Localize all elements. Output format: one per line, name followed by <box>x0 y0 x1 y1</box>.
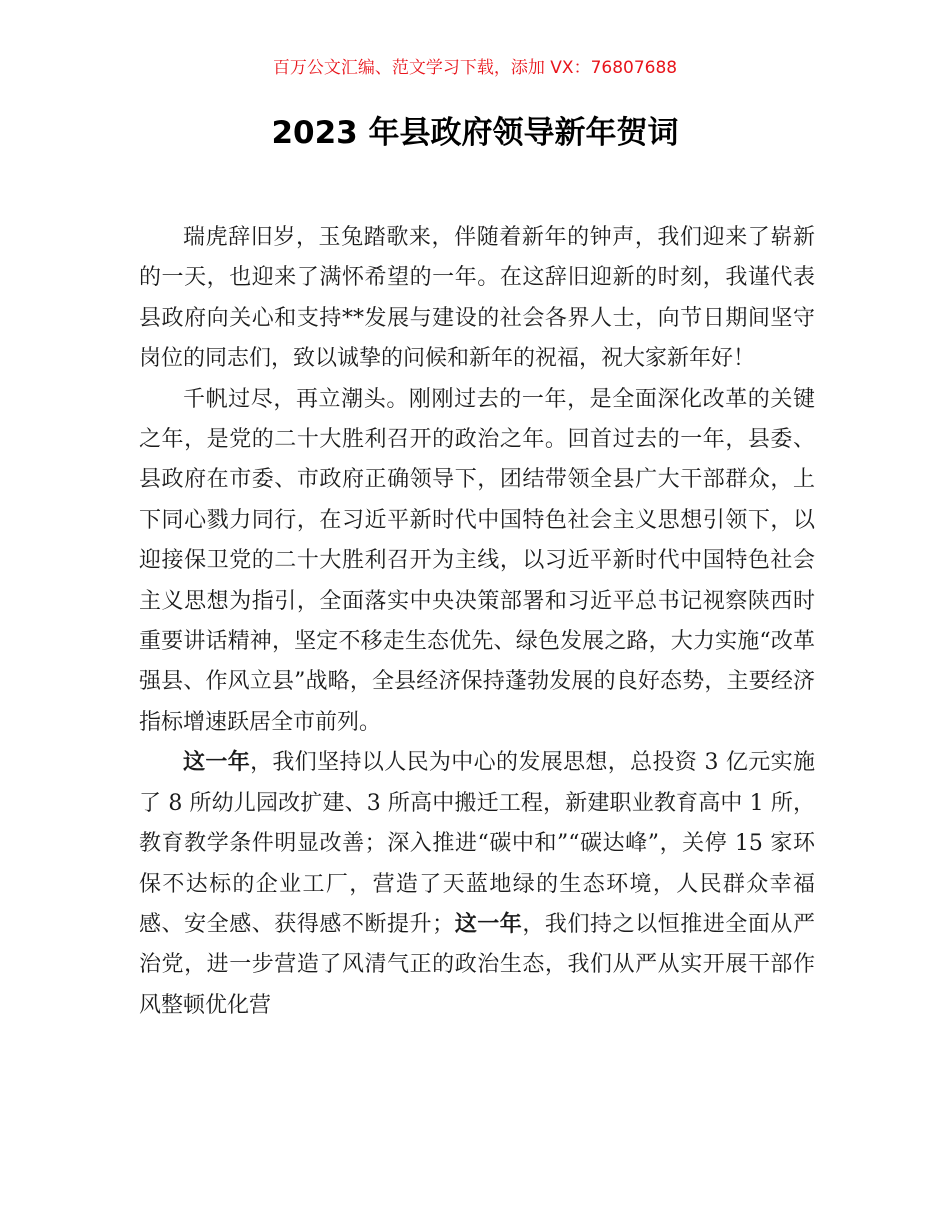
paragraph-greeting: 瑞虎辞旧岁，玉兔踏歌来，伴随着新年的钟声，我们迎来了崭新的一天，也迎来了满怀希望的一年。在这辞旧迎新的时刻，我谨代表县政府向关心和支持**发展与建设的社会各界人士，向节日期间坚守岗位的同志们，致以诚挚的问候和新年的祝福，祝大家新年好！ <box>139 225 815 372</box>
paragraph-achievements <box>139 743 815 1026</box>
paragraph-lead-text: 这一年 <box>183 750 251 776</box>
paragraph-lead-text-2: 这一年 <box>454 911 523 937</box>
document-body <box>139 218 815 1026</box>
header-note: 百万公文汇编、范文学习下载，添加 VX：76807688 <box>272 58 678 78</box>
paragraph-text-2: ，我们持之以恒推进全面从严治党，进一步营造了风清气正的政治生态，我们从严从实开展干部作风整顿优化营 <box>139 911 815 1018</box>
paragraph-review: 千帆过尽，再立潮头。刚刚过去的一年，是全面深化改革的关键之年，是党的二十大胜利召开的政治之年。回首过去的一年，县委、县政府在市委、市政府正确领导下，团结带领全县广大干部群众，上下同心戮力同行，在习近平新时代中国特色社会主义思想引领下，以迎接保卫党的二十大胜利召开为主线，以习近平新时代中国特色社会主义思想为指引，全面落实中央决策部署和习近平总书记视察陕西时重要讲话精神，坚定不移走生态优先、绿色发展之路，大力实施“改革强县、作风立县”战略，全县经济保持蓬勃发展的良好态势，主要经济指标增速跃居全市前列。 <box>139 386 815 735</box>
paragraph-text: ，我们坚持以人民为中心的发展思想，总投资 3 亿元实施了 8 所幼儿园改扩建、3 所高中搬迁工程，新建职业教育高中 1 所，教育教学条件明显改善；深入推进“碳中和”“碳达峰”，关停 15 家环保不达标的企业工厂，营造了天蓝地绿的生态环境，人民群众幸福感、安全感、获得感不断提升； <box>139 750 815 937</box>
document-title: 2023 年县政府领导新年贺词 <box>271 115 679 151</box>
